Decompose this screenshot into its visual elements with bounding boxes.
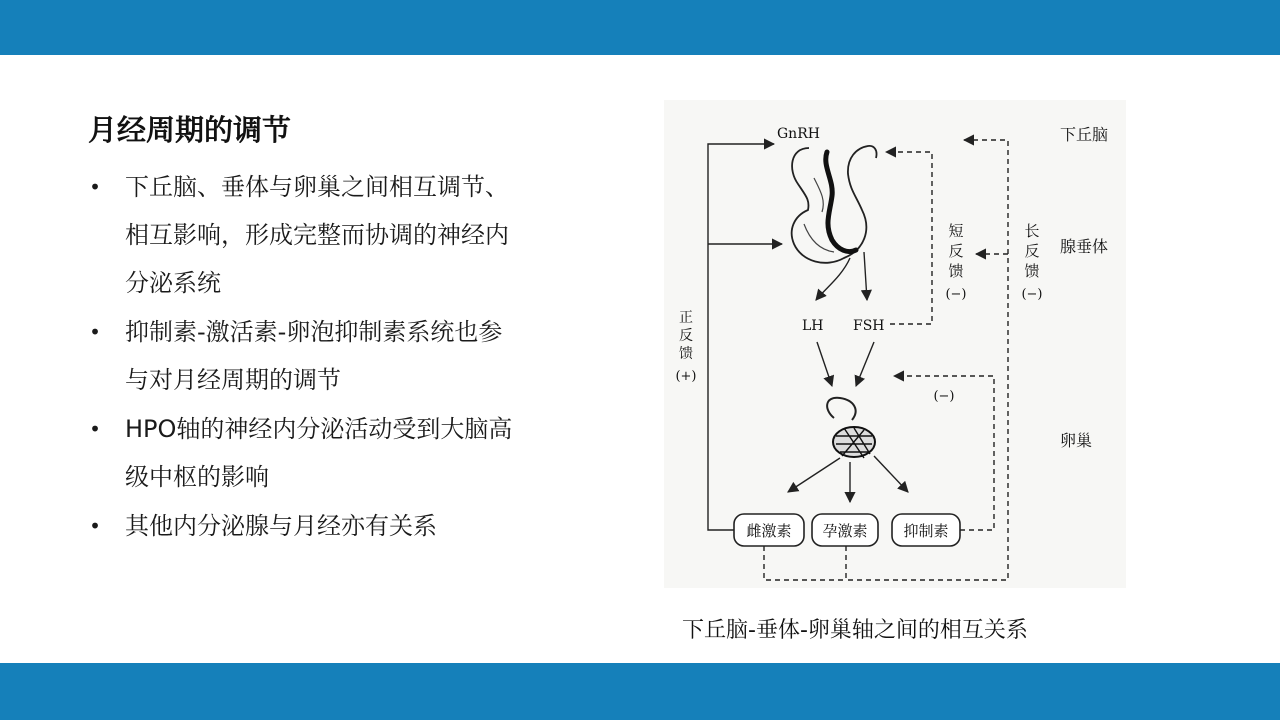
positive-feedback-char: 正 bbox=[679, 310, 693, 326]
lh-label: LH bbox=[802, 318, 824, 334]
bullet-line: 下丘脑、垂体与卵巢之间相互调节、 bbox=[125, 173, 509, 201]
ovary-label: 卵巢 bbox=[1060, 431, 1093, 450]
bullet-line: 其他内分泌腺与月经亦有关系 bbox=[125, 512, 437, 540]
bullet-text bbox=[125, 308, 565, 404]
long-feedback-path bbox=[764, 140, 1008, 580]
pituitary-gland-icon bbox=[792, 146, 877, 263]
positive-feedback-path bbox=[708, 144, 782, 530]
arrow-to-lh bbox=[816, 258, 850, 300]
bullet-text bbox=[125, 405, 565, 501]
fsh-label: FSH bbox=[853, 318, 885, 334]
arrow-lh-to-ovary bbox=[817, 342, 832, 386]
progesterone-label: 孕激素 bbox=[822, 522, 868, 540]
hpo-axis-figure bbox=[664, 100, 1126, 588]
long-feedback-char: 长 bbox=[1024, 222, 1040, 240]
arrow-to-inhibin bbox=[874, 456, 908, 492]
arrow-to-fsh bbox=[864, 252, 867, 300]
bullet-item bbox=[88, 405, 568, 501]
hpo-axis-diagram bbox=[664, 100, 1126, 588]
ovary-icon bbox=[827, 398, 875, 458]
positive-feedback-sign: (+) bbox=[675, 369, 697, 384]
bullet-text bbox=[125, 502, 565, 550]
bullet-line: 级中枢的影响 bbox=[125, 463, 269, 491]
bullet-line: 抑制素-激活素-卵泡抑制素系统也参 bbox=[125, 318, 503, 346]
bullet-line: 相互影响，形成完整而协调的神经内 bbox=[125, 221, 509, 249]
bullet-item bbox=[88, 163, 568, 307]
slide-title: 月经周期的调节 bbox=[88, 113, 292, 147]
bullet-dot-icon: • bbox=[89, 417, 101, 441]
long-feedback-char: 馈 bbox=[1024, 262, 1040, 280]
arrow-to-estrogen bbox=[788, 458, 840, 492]
long-feedback-sign: (−) bbox=[1021, 287, 1043, 302]
short-feedback-sign: (−) bbox=[945, 287, 967, 302]
bullet-dot-icon: • bbox=[89, 175, 101, 199]
gnrh-label: GnRH bbox=[777, 126, 820, 142]
bullet-line: 分泌系统 bbox=[125, 269, 221, 297]
short-feedback-char: 反 bbox=[948, 242, 964, 260]
bullet-text bbox=[125, 163, 565, 307]
positive-feedback-char: 反 bbox=[679, 328, 693, 344]
pituitary-label: 腺垂体 bbox=[1060, 237, 1109, 256]
positive-feedback-char: 馈 bbox=[679, 346, 693, 362]
long-feedback-char: 反 bbox=[1024, 242, 1040, 260]
bottom-banner bbox=[0, 663, 1280, 720]
bullet-item bbox=[88, 308, 568, 404]
bullet-list bbox=[88, 163, 568, 551]
bullet-dot-icon: • bbox=[89, 320, 101, 344]
figure-caption: 下丘脑-垂体-卵巢轴之间的相互关系 bbox=[682, 618, 1028, 643]
bullet-item bbox=[88, 502, 568, 550]
short-feedback-char: 短 bbox=[948, 222, 964, 240]
inhibin-label: 抑制素 bbox=[903, 522, 949, 540]
short-feedback-path bbox=[886, 152, 932, 324]
bullet-line: 与对月经周期的调节 bbox=[125, 366, 341, 394]
bullet-line: HPO轴的神经内分泌活动受到大脑高 bbox=[125, 415, 513, 443]
estrogen-label: 雌激素 bbox=[746, 522, 792, 540]
arrow-fsh-to-ovary bbox=[856, 342, 874, 386]
short-feedback-char: 馈 bbox=[948, 262, 964, 280]
bullet-dot-icon: • bbox=[89, 514, 101, 538]
hypothalamus-label: 下丘脑 bbox=[1060, 125, 1109, 144]
top-banner bbox=[0, 0, 1280, 55]
inhibin-feedback-sign: (−) bbox=[933, 389, 955, 404]
